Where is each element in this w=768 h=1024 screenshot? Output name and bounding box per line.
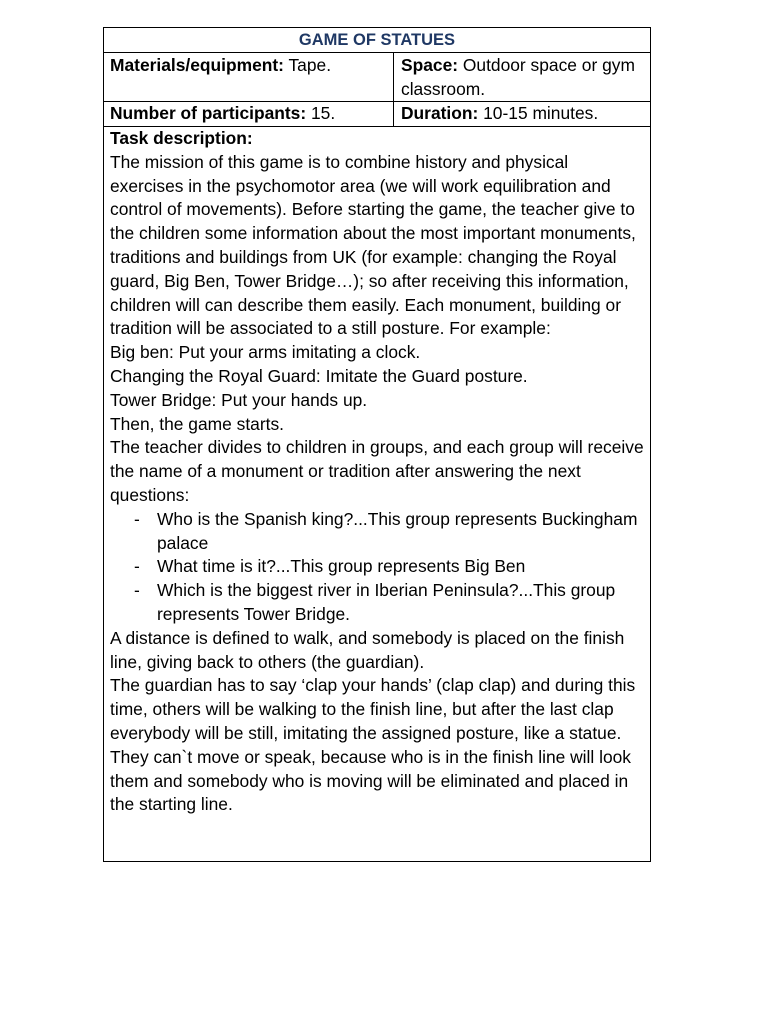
participants-duration-row — [104, 102, 650, 127]
bullet-dash: - — [134, 556, 140, 577]
groups-intro: The teacher divides to children in groups, and each group will receive the name of a monument or tradition after answering the next questions: — [110, 437, 644, 505]
bullet-dash: - — [134, 580, 140, 601]
space-value: Outdoor space or gym classroom. — [401, 55, 635, 99]
task-label: Task description: — [110, 128, 253, 148]
list-item — [110, 579, 644, 627]
game-card — [103, 27, 651, 862]
task-intro: The mission of this game is to combine history and physical exercises in the psychomotor area (we will work equilibration and control of movements). Before starting the game, the teacher give to the children some information about the most important monuments, traditions and buildings from UK (for example: changing the Royal guard, Big Ben, Tower Bridge…); so after receiving this information, children will can describe them easily. Each monument, building or tradition will be associated to a still posture. For example: — [110, 151, 636, 339]
question-text: Who is the Spanish king?...This group represents Buckingham palace — [157, 508, 638, 553]
duration-cell — [394, 102, 650, 126]
space-label: Space: — [401, 55, 459, 75]
duration-label: Duration: — [401, 103, 479, 123]
game-title: GAME OF STATUES — [104, 28, 650, 53]
question-text: What time is it?...This group represents Big Ben — [157, 556, 526, 577]
distance-paragraph: A distance is defined to walk, and somebody is placed on the finish line, giving back to others (the guardian). — [110, 627, 625, 672]
participants-label: Number of participants: — [110, 103, 307, 123]
question-text: Which is the biggest river in Iberian Peninsula?...This group represents Tower Bridge. — [157, 580, 616, 624]
materials-cell — [104, 53, 394, 101]
guardian-paragraph: The guardian has to say ‘clap your hands’ (clap clap) and during this time, others will be walking to the finish line, but after the last clap everybody will be still, imitating the assigned posture, like a statue. They can`t move or speak, because who is in the finish line will look them and somebody who is moving will be eliminated and placed in the starting line. — [110, 675, 636, 815]
materials-label: Materials/equipment: — [110, 55, 284, 75]
example-tower-bridge: Tower Bridge: Put your hands up. — [110, 389, 368, 410]
materials-space-row — [104, 53, 650, 102]
participants-cell — [104, 102, 394, 126]
space-cell — [394, 53, 650, 101]
participants-value: 15. — [311, 103, 336, 123]
example-game-starts: Then, the game starts. — [110, 413, 284, 434]
bullet-dash: - — [134, 508, 140, 529]
question-list — [110, 508, 644, 627]
list-item — [110, 508, 644, 556]
example-big-ben: Big ben: Put your arms imitating a clock. — [110, 342, 421, 363]
duration-value: 10-15 minutes. — [483, 103, 599, 123]
example-royal-guard: Changing the Royal Guard: Imitate the Guard posture. — [110, 365, 528, 386]
materials-value: Tape. — [288, 55, 332, 75]
list-item — [110, 555, 644, 579]
task-description — [104, 127, 650, 817]
